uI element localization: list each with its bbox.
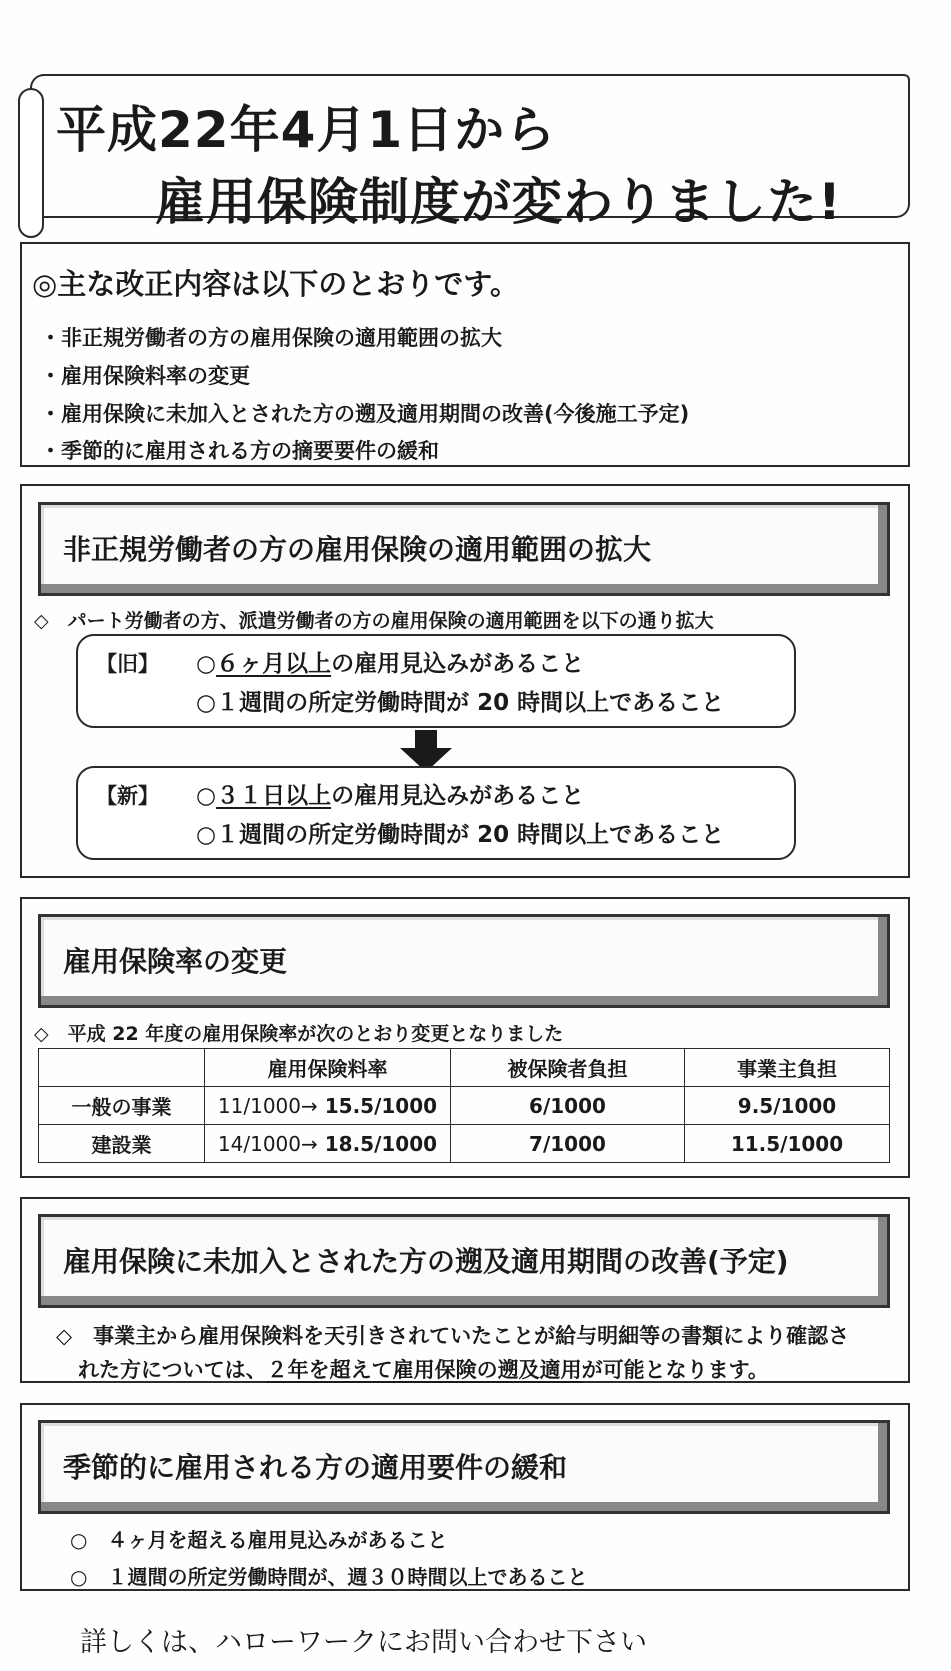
table-row bbox=[39, 1125, 890, 1163]
section3-line2: れた方については、２年を超えて雇用保険の遡及適用が可能となります。 bbox=[78, 1358, 769, 1382]
summary-item: ・非正規労働者の方の雇用保険の適用範囲の拡大 bbox=[40, 326, 502, 350]
rate-cell: 11/1000→ 15.5/1000 bbox=[205, 1087, 451, 1125]
section2-heading: 雇用保険率の変更 bbox=[63, 945, 288, 979]
table-header-cell: 事業主負担 bbox=[685, 1049, 890, 1087]
page-title-line1: 平成22年4月1日から bbox=[56, 101, 557, 159]
section4-item: ○ １週間の所定労働時間が、週３０時間以上であること bbox=[70, 1565, 588, 1589]
footer-note: 詳しくは、ハローワークにお問い合わせ下さい bbox=[80, 1627, 647, 1658]
scroll-rod-decoration bbox=[18, 88, 44, 238]
row-label: 一般の事業 bbox=[39, 1087, 205, 1125]
section3-heading: 雇用保険に未加入とされた方の遡及適用期間の改善(予定) bbox=[63, 1245, 789, 1279]
table-header-cell: 被保険者負担 bbox=[451, 1049, 685, 1087]
page-title-line2: 雇用保険制度が変わりました! bbox=[155, 173, 842, 231]
old-condition-line2: ○１週間の所定労働時間が 20 時間以上であること bbox=[196, 690, 725, 716]
section4-item: ○ ４ヶ月を超える雇用見込みがあること bbox=[70, 1528, 448, 1552]
summary-item: ・雇用保険料率の変更 bbox=[40, 364, 250, 388]
summary-heading: ◎主な改正内容は以下のとおりです。 bbox=[32, 267, 519, 301]
summary-item: ・季節的に雇用される方の摘要要件の緩和 bbox=[40, 439, 439, 463]
employer-share-cell: 9.5/1000 bbox=[685, 1087, 890, 1125]
table-header-row bbox=[39, 1049, 890, 1087]
rate-cell: 14/1000→ 18.5/1000 bbox=[205, 1125, 451, 1163]
employer-share-cell: 11.5/1000 bbox=[685, 1125, 890, 1163]
new-condition-line1: ○３１日以上の雇用見込みがあること bbox=[196, 783, 585, 809]
table-header-cell: 雇用保険料率 bbox=[205, 1049, 451, 1087]
section1-intro: ◇ パート労働者の方、派遣労働者の方の雇用保険の適用範囲を以下の通り拡大 bbox=[34, 610, 714, 632]
summary-item: ・雇用保険に未加入とされた方の遡及適用期間の改善(今後施工予定) bbox=[40, 402, 690, 426]
row-label: 建設業 bbox=[39, 1125, 205, 1163]
old-label: 【旧】 bbox=[96, 652, 159, 676]
section2-heading-plate bbox=[38, 914, 890, 1008]
section2-intro: ◇ 平成 22 年度の雇用保険率が次のとおり変更となりました bbox=[34, 1023, 564, 1045]
employee-share-cell: 6/1000 bbox=[451, 1087, 685, 1125]
section1-heading-plate bbox=[38, 502, 890, 596]
section3-heading-plate bbox=[38, 1214, 890, 1308]
employee-share-cell: 7/1000 bbox=[451, 1125, 685, 1163]
section1-heading: 非正規労働者の方の雇用保険の適用範囲の拡大 bbox=[63, 533, 652, 567]
table-header-cell bbox=[39, 1049, 205, 1087]
new-label: 【新】 bbox=[96, 784, 159, 808]
section4-heading: 季節的に雇用される方の適用要件の緩和 bbox=[63, 1451, 568, 1485]
old-condition-line1: ○６ヶ月以上の雇用見込みがあること bbox=[196, 651, 585, 677]
section4-heading-plate bbox=[38, 1420, 890, 1514]
table-row bbox=[39, 1087, 890, 1125]
section3-line1: ◇ 事業主から雇用保険料を天引きされていたことが給与明細等の書類により確認さ bbox=[56, 1324, 850, 1348]
insurance-rate-table bbox=[38, 1048, 890, 1163]
new-condition-line2: ○１週間の所定労働時間が 20 時間以上であること bbox=[196, 822, 725, 848]
